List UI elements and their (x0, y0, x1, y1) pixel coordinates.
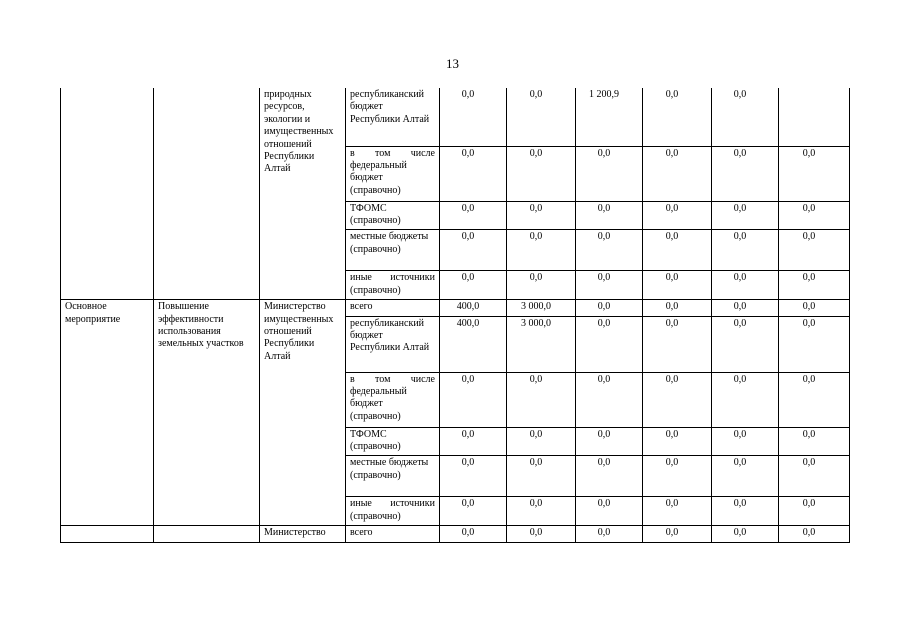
value-cell: 0,0 (440, 230, 507, 271)
funding-source-cell: иные источники (справочно) (346, 497, 440, 526)
value-cell: 0,0 (576, 201, 643, 230)
value-cell: 0,0 (576, 146, 643, 201)
funding-source-cell: республиканский бюджет Республики Алтай (346, 316, 440, 372)
value-cell: 3 000,0 (507, 300, 576, 316)
value-cell: 0,0 (643, 497, 712, 526)
value-cell: 0,0 (507, 230, 576, 271)
value-cell: 0,0 (712, 497, 779, 526)
funding-source-cell: местные бюджеты (справочно) (346, 230, 440, 271)
value-cell: 0,0 (440, 427, 507, 456)
value-cell: 0,0 (779, 526, 850, 542)
value-cell: 0,0 (643, 316, 712, 372)
value-cell: 0,0 (779, 456, 850, 497)
value-cell: 0,0 (576, 372, 643, 427)
value-cell: 0,0 (779, 497, 850, 526)
value-cell: 0,0 (440, 201, 507, 230)
value-cell: 1 200,9 (576, 88, 643, 146)
value-cell: 0,0 (643, 526, 712, 542)
value-cell: 0,0 (643, 230, 712, 271)
value-cell: 0,0 (576, 497, 643, 526)
value-cell: 0,0 (643, 88, 712, 146)
value-cell: 0,0 (643, 456, 712, 497)
value-cell: 400,0 (440, 316, 507, 372)
value-cell: 0,0 (712, 427, 779, 456)
value-cell: 0,0 (712, 526, 779, 542)
page-number: 13 (446, 56, 459, 71)
value-cell: 0,0 (440, 456, 507, 497)
value-cell: 0,0 (440, 526, 507, 542)
value-cell: 0,0 (507, 372, 576, 427)
table-row (61, 88, 850, 146)
activity-name-cell: Повышение эффективности использования земельных участков (154, 300, 260, 526)
funding-source-cell: республиканский бюджет Республики Алтай (346, 88, 440, 146)
activity-type-cell (61, 526, 154, 542)
value-cell: 400,0 (440, 300, 507, 316)
executor-cell: Министерство имущественных отношений Республики Алтай (260, 300, 346, 526)
value-cell: 0,0 (576, 230, 643, 271)
value-cell: 0,0 (507, 201, 576, 230)
value-cell: 0,0 (712, 146, 779, 201)
value-cell: 0,0 (643, 300, 712, 316)
value-cell: 0,0 (779, 427, 850, 456)
executor-cell: природных ресурсов, экологии и имущественных отношений Республики Алтай (260, 88, 346, 300)
value-cell: 0,0 (576, 271, 643, 300)
value-cell: 0,0 (507, 497, 576, 526)
value-cell: 0,0 (712, 201, 779, 230)
value-cell: 0,0 (507, 271, 576, 300)
funding-source-cell: местные бюджеты (справочно) (346, 456, 440, 497)
activity-name-cell (154, 526, 260, 542)
value-cell: 0,0 (643, 201, 712, 230)
value-cell: 0,0 (779, 146, 850, 201)
value-cell: 0,0 (643, 146, 712, 201)
value-cell: 0,0 (576, 526, 643, 542)
value-cell: 0,0 (440, 271, 507, 300)
value-cell: 0,0 (643, 271, 712, 300)
value-cell: 0,0 (779, 372, 850, 427)
funding-source-cell: в том числе федеральный бюджет (справочно) (346, 146, 440, 201)
activity-type-cell (61, 88, 154, 300)
budget-table (60, 88, 850, 543)
funding-source-cell: ТФОМС (справочно) (346, 201, 440, 230)
table-row (61, 300, 850, 316)
value-cell: 0,0 (507, 456, 576, 497)
value-cell: 0,0 (643, 427, 712, 456)
funding-source-cell: всего (346, 526, 440, 542)
executor-cell: Министерство (260, 526, 346, 542)
value-cell: 0,0 (712, 271, 779, 300)
value-cell: 0,0 (712, 300, 779, 316)
value-cell: 0,0 (779, 271, 850, 300)
funding-source-cell: в том числе федеральный бюджет (справочно) (346, 372, 440, 427)
value-cell: 0,0 (712, 88, 779, 146)
value-cell: 0,0 (712, 230, 779, 271)
value-cell: 0,0 (712, 456, 779, 497)
funding-source-cell: всего (346, 300, 440, 316)
value-cell: 0,0 (440, 146, 507, 201)
activity-type-cell: Основное мероприятие (61, 300, 154, 526)
value-cell: 0,0 (507, 88, 576, 146)
value-cell: 0,0 (507, 526, 576, 542)
value-cell (779, 88, 850, 146)
value-cell: 0,0 (576, 316, 643, 372)
value-cell: 0,0 (507, 146, 576, 201)
value-cell: 0,0 (576, 300, 643, 316)
funding-source-cell: иные источники (справочно) (346, 271, 440, 300)
value-cell: 0,0 (440, 88, 507, 146)
value-cell: 0,0 (779, 201, 850, 230)
table-row (61, 526, 850, 542)
value-cell: 0,0 (712, 372, 779, 427)
value-cell: 3 000,0 (507, 316, 576, 372)
value-cell: 0,0 (576, 427, 643, 456)
value-cell: 0,0 (643, 372, 712, 427)
activity-name-cell (154, 88, 260, 300)
value-cell: 0,0 (440, 372, 507, 427)
value-cell: 0,0 (440, 497, 507, 526)
value-cell: 0,0 (712, 316, 779, 372)
value-cell: 0,0 (576, 456, 643, 497)
value-cell: 0,0 (779, 300, 850, 316)
value-cell: 0,0 (779, 316, 850, 372)
funding-source-cell: ТФОМС (справочно) (346, 427, 440, 456)
value-cell: 0,0 (779, 230, 850, 271)
value-cell: 0,0 (507, 427, 576, 456)
